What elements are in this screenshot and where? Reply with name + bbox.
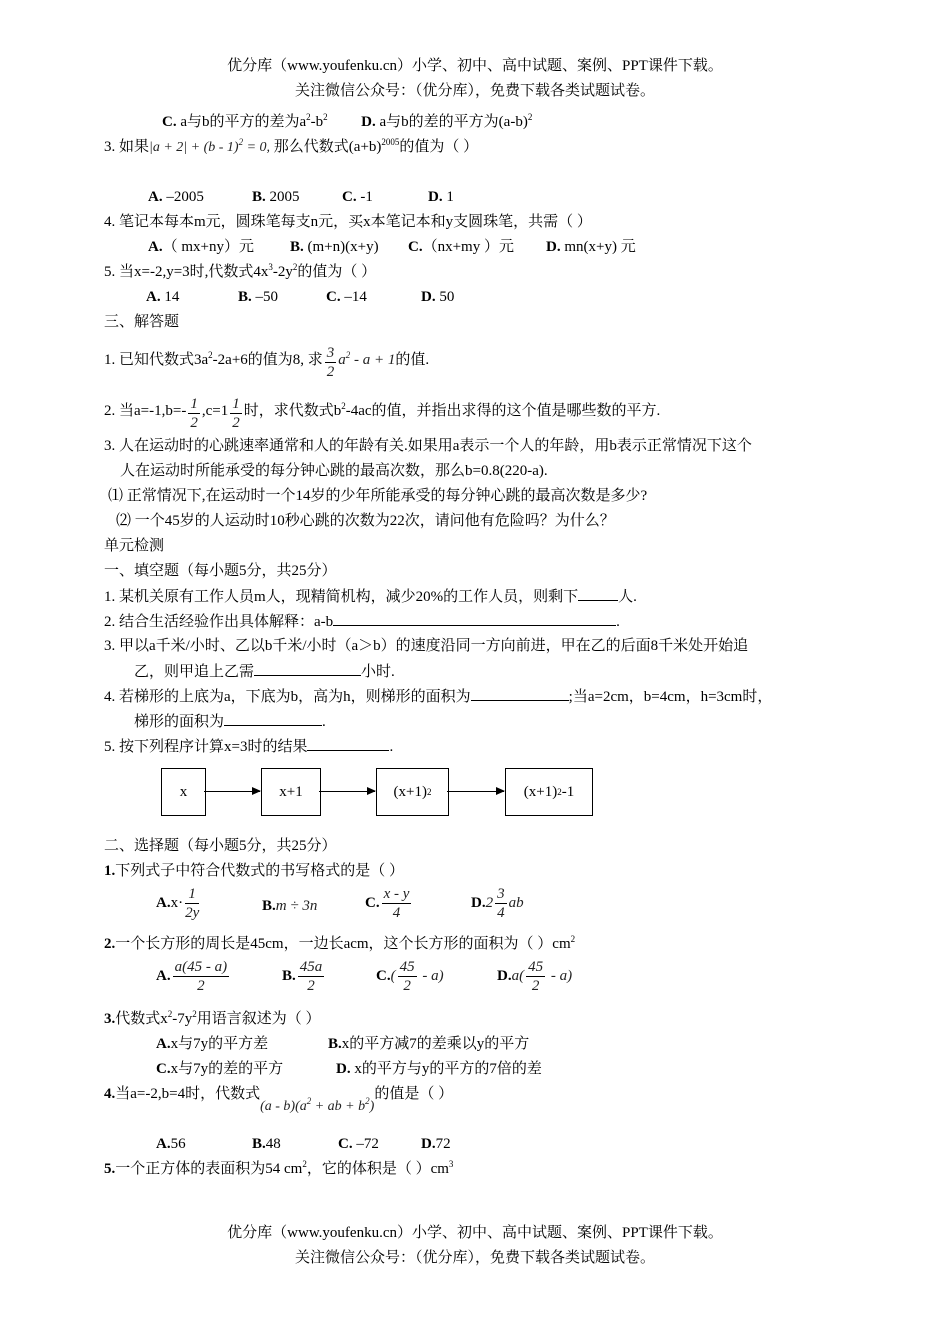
option-c-text: a与b的平方的差为a [180,114,307,130]
choice-q3-stem: 3.代数式$x^2-7y^2$用语言叙述为（ ） [104,1009,321,1027]
q2-options: C. a与b的平方的差为$a^2-b^2$ D. a与b的差的平方为$(a-b)^2$ [162,112,533,130]
fill-q2: 2. 结合生活经验作出具体解释：a-b . [104,611,620,632]
s3-q3-line2: 人在运动时所能承受的每分钟心跳的最高次数，那么b=0.8(220-a). [120,463,548,479]
q3-prefix: 3. 如果 [104,139,150,155]
header-line-1: 优分库（www.youfenku.cn）小学、初中、高中试题、案例、PPT课件下载。 [227,58,723,74]
fill-q1: 1. 某机关原有工作人员m人，现精简机构，减少20%的工作人员，则剩下 人. [104,586,637,607]
q5-stem: 5. 当x=-2,y=3时,代数式$4x^3-2y^2$的值为（ ） [104,262,377,280]
answer-blank[interactable] [254,661,361,676]
s3-q1: 1. 已知代数式$3a^2-2a+6$的值为8, 求 $\frac{3}{2}$ $a^2 - a + 1$的值. [104,345,430,380]
fill-q4-line2: 梯形的面积为 . [134,711,326,732]
header-line-2: 关注微信公众号：（优分库），免费下载各类试题试卷。 [294,83,655,99]
answer-blank[interactable] [578,586,618,601]
flow-box-result: (x+1) 2 -1 [505,768,593,816]
answer-blank[interactable] [333,611,616,626]
fill-q5: 5. 按下列程序计算x=3时的结果 . [104,736,393,757]
flow-arrow [447,791,504,792]
option-d-label: D. [361,114,376,130]
fill-q4-line1: 4. 若梯形的上底为a，下底为b，高为h，则梯形的面积为 ;当a=2cm，b=4cm，h=3cm时， [104,686,772,707]
section-3-title: 三、解答题 [104,314,180,330]
choice-section-title: 二、选择题（每小题5分，共25分） [104,838,337,854]
fill-q3-line1: 3. 甲以a千米/小时、乙以b千米/小时（a＞b）的速度沿同一方向前进，甲在乙的后面8千米处开始追 [104,638,749,654]
s3-q3-line1: 3. 人在运动时的心跳速率通常和人的年龄有关.如果用a表示一个人的年龄，用b表示正常情况下这个 [104,438,752,454]
choice-q4-stem: 4.当a=-2,b=4时，代数式$(a - b)(a^2$ + ab + $b^2$)的值是（ ） [104,1086,454,1114]
q3-formula: |a + 2| + (b - 1)$^2$ = 0, [149,137,271,155]
unit-title: 单元检测 [104,538,165,554]
s3-q3-sub1: ⑴ 正常情况下,在运动时一个14岁的少年所能承受的每分钟心跳的最高次数是多少? [108,488,648,504]
choice-q2-stem: 2.一个长方形的周长是45cm，一边长acm，这个长方形的面积为（ ）$cm^2$ [104,934,576,952]
answer-blank[interactable] [307,736,389,751]
flow-box-square: (x+1) 2 [376,768,449,816]
choice-q1-stem: 1.下列式子中符合代数式的书写格式的是（ ） [104,863,405,879]
flow-box-x: x [161,768,206,816]
s3-q3-sub2: ⑵ 一个45岁的人运动时10秒心跳的次数为22次，请问他有危险吗？为什么？ [116,513,615,529]
footer-line-1: 优分库（www.youfenku.cn）小学、初中、高中试题、案例、PPT课件下载。 [227,1225,723,1241]
flow-arrow [204,791,260,792]
s3-q2: 2. 当a=-1,b=- $\frac{1}{2}$ ,c=1 $\frac{1}{2}$ 时，求代数式$b^2-4ac$的值，并指出求得的这个值是哪些数的平方. [104,396,661,431]
answer-blank[interactable] [471,686,569,701]
answer-blank[interactable] [224,711,322,726]
option-d-text: a与b的差的平方为(a-b) [379,114,528,130]
q3-suffix: 那么代数式(a+b) [273,139,382,155]
flow-arrow [319,791,375,792]
option-c-label: C. [162,114,177,130]
q3-stem: 3. 如果|a + 2| + (b - 1)$^2$ = 0, 那么代数式$(a+b)^{2005}$的值为（ ） [104,137,479,155]
choice-q5-stem: 5.一个正方体的表面积为54 $cm^2$，它的体积是（ ）$cm^3$ [104,1159,454,1177]
fill-q3-line2: 乙，则甲追上乙需 小时. [134,661,395,682]
flow-box-x-plus-1: x+1 [261,768,321,816]
fill-section-title: 一、填空题（每小题5分，共25分） [104,563,337,579]
footer-line-2: 关注微信公众号：（优分库），免费下载各类试题试卷。 [294,1250,655,1266]
q4-stem: 4. 笔记本每本m元，圆珠笔每支n元，买x本笔记本和y支圆珠笔，共需（ ） [104,214,592,230]
